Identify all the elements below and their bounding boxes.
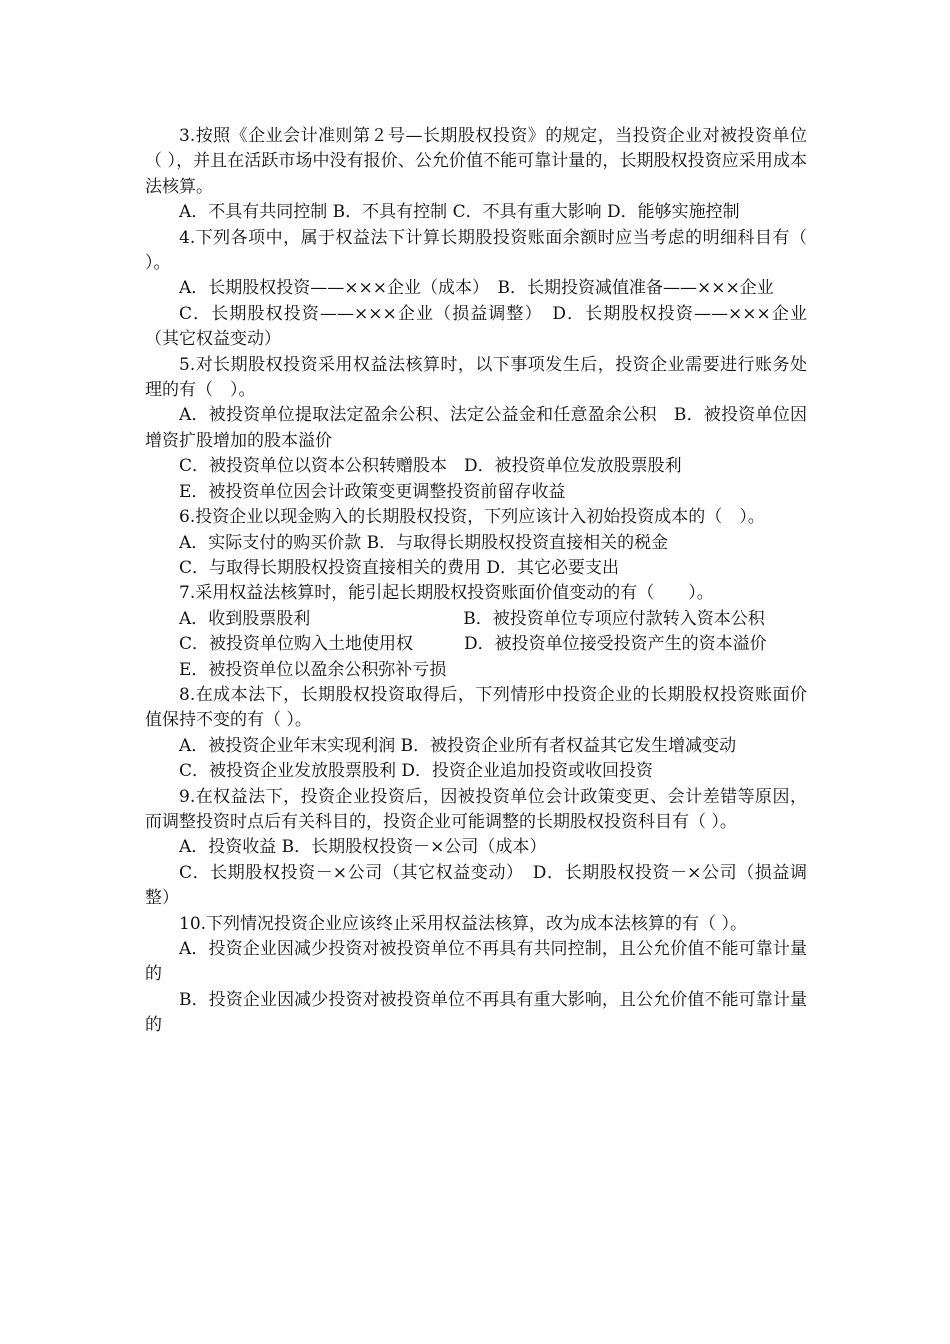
question-4-options-cd: C．长期股权投资——×××企业（损益调整） D．长期股权投资——×××企业（其它权益变动） (145, 303, 807, 350)
question-8: 8.在成本法下，长期股权投资取得后，下列情形中投资企业的长期股权投资账面价值保持不变的有（ ）。 (145, 684, 807, 731)
question-7: 7.采用权益法核算时，能引起长期股权投资账面价值变动的有（ ）。 (179, 583, 714, 604)
question-5: 5.对长期股权投资采用权益法核算时，以下事项发生后，投资企业需要进行账务处理的有（ ）。 (145, 354, 807, 401)
question-7-options-ab: A．收到股票股利 B．被投资单位专项应付款转入资本公积 (179, 608, 765, 629)
question-3-options: A．不具有共同控制 B．不具有控制 C．不具有重大影响 D．能够实施控制 (179, 202, 740, 223)
question-10: 10.下列情况投资企业应该终止采用权益法核算，改为成本法核算的有（ ）。 (179, 913, 747, 934)
question-7-option-e: E．被投资单位以盈余公积弥补亏损 (179, 659, 447, 680)
question-5-option-e: E．被投资单位因会计政策变更调整投资前留存收益 (179, 481, 566, 502)
question-4: 4.下列各项中，属于权益法下计算长期股投资账面余额时应当考虑的明细科目有（ ）。 (145, 227, 841, 274)
question-9-options-cd: C．长期股权投资－×公司（其它权益变动） D．长期股权投资－×公司（损益调整） (145, 862, 807, 909)
question-8-options-cd: C．被投资企业发放股票股利 D．投资企业追加投资或收回投资 (179, 761, 654, 782)
question-6: 6.投资企业以现金购入的长期股权投资，下列应该计入初始投资成本的（ ）。 (179, 507, 765, 528)
question-6-options-cd: C．与取得长期股权投资直接相关的费用 D．其它必要支出 (179, 557, 620, 578)
question-6-options-ab: A．实际支付的购买价款 B．与取得长期股权投资直接相关的税金 (179, 532, 669, 553)
question-8-options-ab: A．被投资企业年末实现利润 B．被投资企业所有者权益其它发生增减变动 (179, 735, 737, 756)
question-3: 3.按照《企业会计准则第２号—长期股权投资》的规定，当投资企业对被投资单位（ ），并且在活跃市场中没有报价、公允价值不能可靠计量的，长期股权投资应采用成本法核算。 (145, 126, 807, 197)
document-body (145, 124, 841, 1039)
question-7-options-cd: C．被投资单位购入土地使用权 D．被投资单位接受投资产生的资本溢价 (179, 634, 767, 655)
question-5-options-ab: A．被投资单位提取法定盈余公积、法定公益金和任意盈余公积 B．被投资单位因增资扩股增加的股本溢价 (145, 405, 807, 451)
question-9: 9.在权益法下，投资企业投资后，因被投资单位会计政策变更、会计差错等原因，而调整投资时点后有关科目的，投资企业可能调整的长期股权投资科目有（ ）。 (145, 786, 807, 832)
question-5-options-cd: C．被投资单位以资本公积转赠股本 D．被投资单位发放股票股利 (179, 456, 682, 477)
question-10-option-b: B．投资企业因减少投资对被投资单位不再具有重大影响，且公允价值不能可靠计量的 (145, 989, 807, 1036)
question-9-options-ab: A．投资收益 B．长期股权投资－×公司（成本） (179, 837, 547, 858)
question-4-options-ab: A．长期股权投资——×××企业（成本） B．长期投资减值准备——×××企业 (179, 278, 774, 299)
question-10-option-a: A．投资企业因减少投资对被投资单位不再具有共同控制，且公允价值不能可靠计量的 (145, 939, 807, 985)
